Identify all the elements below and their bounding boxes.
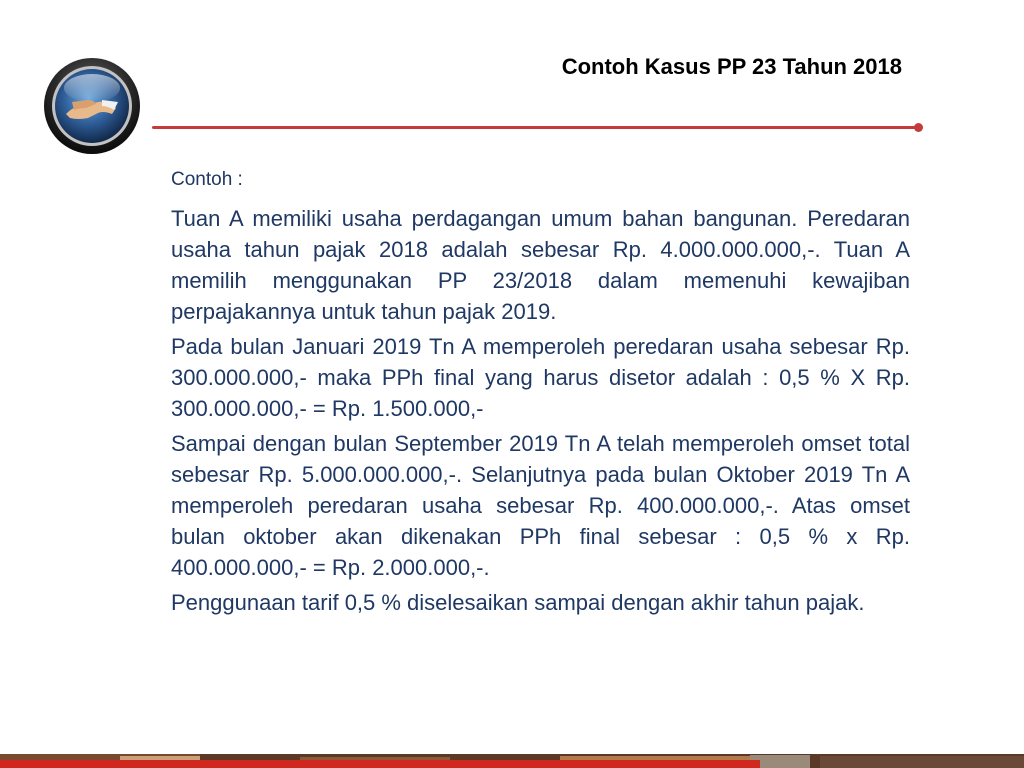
divider-end-dot [914, 123, 923, 132]
body-text [171, 203, 910, 622]
paragraph: Tuan A memiliki usaha perdagangan umum bahan bangunan. Peredaran usaha tahun pajak 2018 adalah sebesar Rp. 4.000.000.000,-. Tuan A memilih menggunakan PP 23/2018 dalam memenuhi kewajiban perpajakannya untuk tahun pajak 2019. [171, 206, 910, 324]
example-label: Contoh : [171, 169, 243, 190]
bottom-decor-strip [0, 754, 1024, 768]
paragraph: Penggunaan tarif 0,5 % diselesaikan sampai dengan akhir tahun pajak. [171, 590, 865, 615]
title-divider [152, 126, 918, 129]
paragraph: Pada bulan Januari 2019 Tn A memperoleh peredaran usaha sebesar Rp. 300.000.000,- maka PPh final yang harus disetor adalah : 0,5 % X Rp. 300.000.000,- = Rp. 1.500.000,- [171, 334, 910, 421]
page-title: Contoh Kasus PP 23 Tahun 2018 [561, 54, 902, 79]
handshake-logo-icon [42, 56, 142, 156]
paragraph: Sampai dengan bulan September 2019 Tn A telah memperoleh omset total sebesar Rp. 5.000.000.000,-. Selanjutnya pada bulan Oktober 2019 Tn A memperoleh peredaran usaha sebesar Rp. 400.000.000,-. Atas omset bulan oktober akan dikenakan PPh final sebesar : 0,5 % x Rp. 400.000.000,- = Rp. 2.000.000,-. [171, 431, 910, 580]
